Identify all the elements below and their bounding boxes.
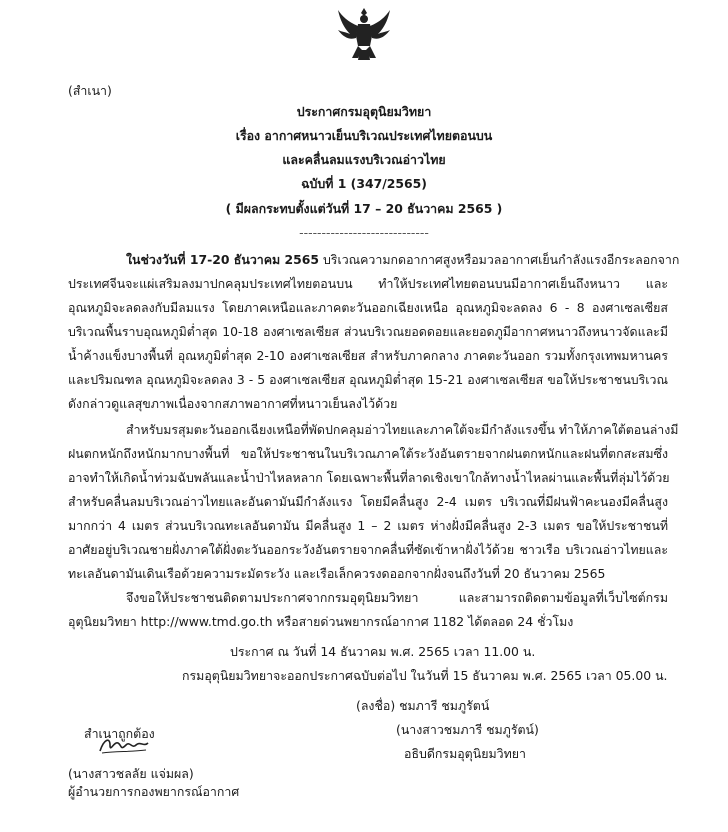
paragraph-2-line: ฝนตกหนักถึงหนักมากบางพื้นที่ ขอให้ประชาชนในบริเวณภาคใต้ระวังอันตรายจากฝนตกหนักและฝนที่ตกสะสมซึ่ง bbox=[68, 446, 668, 461]
paragraph-1-lead: ในช่วงวันที่ 17-20 ธันวาคม 2565 bbox=[126, 252, 319, 267]
copy-label: (สำเนา) bbox=[68, 83, 112, 98]
signer-position: อธิบดีกรมอุตุนิยมวิทยา bbox=[404, 746, 526, 761]
paragraph-2-line: อาศัยอยู่บริเวณชายฝั่งภาคใต้ฝั่งตะวันออกระวังอันตรายจากคลื่นที่ซัดเข้าหาฝั่งไว้ด้วย ชาวเรือ บริเวณอ่าวไทยและ bbox=[68, 542, 668, 557]
paragraph-2-line: สำหรับมรสุมตะวันออกเฉียงเหนือที่พัดปกคลุมอ่าวไทยและภาคใต้จะมีกำลังแรงขึ้น ทำให้ภาคใต้ตอนล่างมี bbox=[126, 422, 679, 437]
next-announcement: กรมอุตุนิยมวิทยาจะออกประกาศฉบับต่อไป ในวันที่ 15 ธันวาคม พ.ศ. 2565 เวลา 05.00 น. bbox=[182, 668, 668, 683]
announcement-title: ประกาศกรมอุตุนิยมวิทยา bbox=[296, 104, 432, 119]
paragraph-2-line: มากกว่า 4 เมตร ส่วนบริเวณทะเลอันดามัน มีคลื่นสูง 1 – 2 เมตร ห่างฝั่งมีคลื่นสูง 2-3 เมตร ขอให้ประชาชนที่ bbox=[68, 518, 668, 533]
paragraph-2-line: ทะเลอันดามันเดินเรือด้วยความระมัดระวัง และเรือเล็กควรงดออกจากฝั่งจนถึงวันที่ 20 ธันวาคม 2565 bbox=[68, 566, 606, 581]
paragraph-3-line: จึงขอให้ประชาชนติดตามประกาศจากกรมอุตุนิยมวิทยา และสามารถติดตามข้อมูลที่เว็บไซต์กรม bbox=[126, 590, 668, 605]
certifier-position: ผู้อำนวยการกองพยากรณ์อากาศ bbox=[68, 784, 240, 799]
issue-number: ฉบับที่ 1 (347/2565) bbox=[301, 176, 427, 191]
paragraph-2-line: สำหรับคลื่นลมบริเวณอ่าวไทยและอันดามันมีกำลังแรง โดยมีคลื่นสูง 2-4 เมตร บริเวณที่มีฝนฟ้าคะนองมีคลื่นสูง bbox=[68, 494, 668, 509]
effective-period: ( มีผลกระทบตั้งแต่วันที่ 17 – 20 ธันวาคม 2565 ) bbox=[225, 201, 503, 216]
paragraph-1-line: และปริมณฑล อุณหภูมิจะลดลง 3 - 5 องศาเซลเซียส อุณหภูมิต่ำสุด 15-21 องศาเซลเซียส ขอให้ประชาชนบริเวณ bbox=[68, 372, 668, 387]
garuda-emblem bbox=[336, 6, 392, 66]
separator: ----------------------------- bbox=[299, 225, 429, 240]
paragraph-1-line-1-text: บริเวณความกดอากาศสูงหรือมวลอากาศเย็นกำลังแรงอีกระลอกจาก bbox=[319, 252, 680, 267]
paragraph-1-line: บริเวณพื้นราบอุณหภูมิต่ำสุด 10-18 องศาเซลเซียส ส่วนบริเวณยอดดอยและยอดภูมีอากาศหนาวถึงหนาวจัดและมี bbox=[68, 324, 668, 339]
handwritten-signature bbox=[96, 735, 152, 757]
announcement-date: ประกาศ ณ วันที่ 14 ธันวาคม พ.ศ. 2565 เวลา 11.00 น. bbox=[230, 644, 536, 659]
subject-line: เรื่อง อากาศหนาวเย็นบริเวณประเทศไทยตอนบน bbox=[235, 128, 493, 143]
paragraph-1-line: ประเทศจีนจะแผ่เสริมลงมาปกคลุมประเทศไทยตอนบน ทำให้ประเทศไทยตอนบนมีอากาศเย็นถึงหนาว และ bbox=[68, 276, 668, 291]
signer-full-name: (นางสาวชมภารี ชมภูรัตน์) bbox=[396, 722, 539, 737]
certifier-name: (นางสาวชลลัย แจ่มผล) bbox=[68, 766, 194, 781]
signed-by: (ลงชื่อ) ชมภารี ชมภูรัตน์ bbox=[356, 698, 490, 713]
paragraph-1-line: อุณหภูมิจะลดลงกับมีลมแรง โดยภาคเหนือและภาคตะวันออกเฉียงเหนือ อุณหภูมิจะลดลง 6 - 8 องศาเซลเซียส bbox=[68, 300, 668, 315]
certified-copy-label: สำเนาถูกต้อง bbox=[84, 726, 155, 741]
paragraph-2-line: อาจทำให้เกิดน้ำท่วมฉับพลันและน้ำป่าไหลหลาก โดยเฉพาะพื้นที่ลาดเชิงเขาใกล้ทางน้ำไหลผ่านและพื้นที่ลุ่มไว้ด้วย bbox=[68, 470, 670, 485]
paragraph-1-line: น้ำค้างแข็งบางพื้นที่ อุณหภูมิต่ำสุด 2-10 องศาเซลเซียส สำหรับภาคกลาง ภาคตะวันออก รวมทั้งกรุงเทพมหานคร bbox=[68, 348, 668, 363]
paragraph-1-line-1 bbox=[126, 251, 680, 270]
paragraph-1-line: ดังกล่าวดูแลสุขภาพเนื่องจากสภาพอากาศที่หนาวเย็นลงไว้ด้วย bbox=[68, 396, 398, 411]
subject-line-2: และคลื่นลมแรงบริเวณอ่าวไทย bbox=[282, 152, 446, 167]
paragraph-3-line: อุตุนิยมวิทยา http://www.tmd.go.th หรือสายด่วนพยากรณ์อากาศ 1182 ได้ตลอด 24 ชั่วโมง bbox=[68, 614, 574, 629]
